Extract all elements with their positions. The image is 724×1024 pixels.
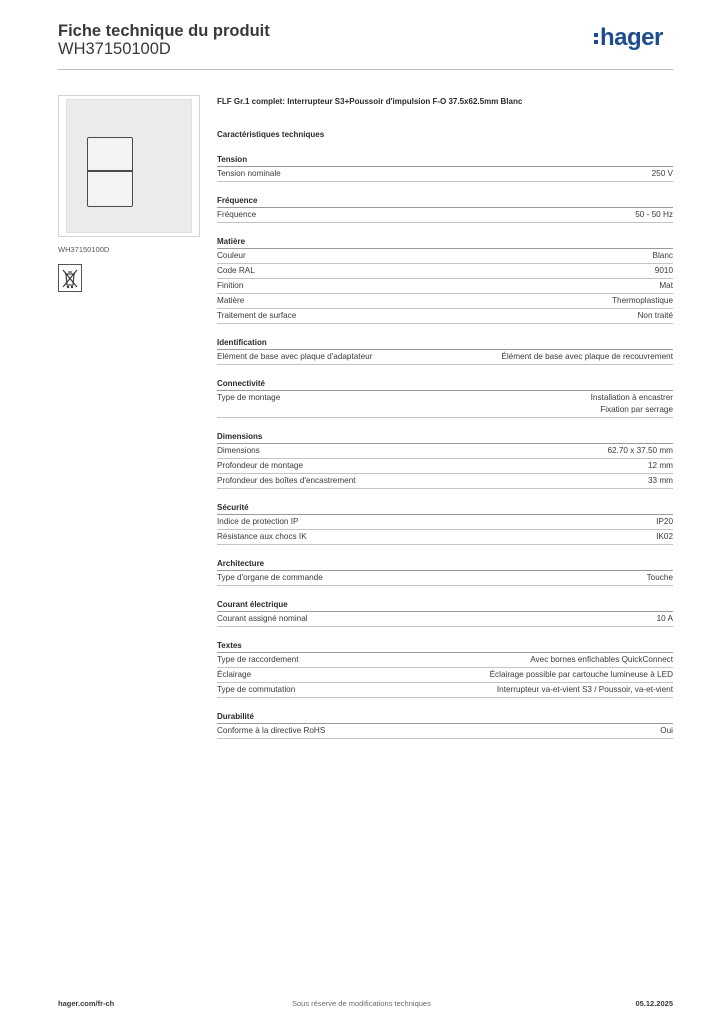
logo-wordmark: hager [600,24,663,51]
section-title: Architecture [217,557,673,571]
spec-row [217,515,673,530]
section-title: Sécurité [217,501,673,515]
spec-value [656,531,673,543]
spec-value [612,295,673,307]
footer-date: 05.12.2025 [635,999,673,1008]
spec-label: Résistance aux chocs IK [217,532,307,541]
spec-label: Traitement de surface [217,311,297,320]
spec-section [217,235,673,324]
product-reference: WH37150100D [58,40,171,58]
spec-label: Éclairage [217,670,252,679]
spec-section [217,153,673,182]
footer-website: hager.com/fr-ch [58,999,115,1008]
spec-value-line: Élément de base avec plaque de recouvrement [501,352,673,361]
spec-value-line: Installation à encastrer [590,393,673,402]
spec-value [530,654,673,666]
spec-row [217,208,673,223]
image-caption: WH37150100D [58,245,110,254]
hager-logo [594,26,674,60]
spec-label: Dimensions [217,446,260,455]
section-title: Durabilité [217,710,673,724]
spec-value [490,669,673,681]
switch-plate-image [66,99,192,233]
section-title: Identification [217,336,673,350]
spec-label: Type de commutation [217,685,296,694]
spec-value [647,572,673,584]
spec-value-line: Thermoplastique [612,296,673,305]
section-title: Dimensions [217,430,673,444]
spec-row [217,350,673,365]
section-title: Connectivité [217,377,673,391]
spec-value-line: Fixation par serrage [600,405,673,414]
spec-value [659,280,673,292]
spec-value-line: IP20 [656,517,673,526]
spec-label: Conforme à la directive RoHS [217,726,326,735]
spec-row [217,264,673,279]
spec-row [217,309,673,324]
spec-row [217,571,673,586]
section-title: Fréquence [217,194,673,208]
header-divider [58,69,673,70]
spec-value-line: 50 - 50 Hz [635,210,673,219]
spec-value [648,475,673,487]
spec-value [655,265,673,277]
spec-label: Profondeur des boîtes d'encastrement [217,476,356,485]
spec-row [217,249,673,264]
footer-disclaimer: Sous réserve de modifications techniques [292,999,431,1008]
spec-value [652,168,673,180]
spec-label: Courant assigné nominal [217,614,308,623]
spec-row [217,279,673,294]
product-description: FLF Gr.1 complet: Interrupteur S3+Poussoir d'impulsion F-O 37.5x62.5mm Blanc [217,97,523,106]
spec-section [217,639,673,698]
spec-value [591,392,673,416]
recycle-disposal-icon [58,264,82,292]
spec-value-line: IK02 [656,532,673,541]
spec-row [217,294,673,309]
spec-row [217,612,673,627]
spec-row [217,683,673,698]
specifications-column [217,95,673,739]
spec-row [217,474,673,489]
logo-colon-mark [594,33,598,47]
spec-value [607,445,673,457]
spec-value-line: Éclairage possible par cartouche lumineuse à LED [489,670,673,679]
spec-value [656,516,673,528]
spec-value [635,209,673,221]
section-title: Matière [217,235,673,249]
spec-value [653,250,673,262]
switch-rocker-image [87,137,133,207]
spec-value [638,310,674,322]
spec-label: Fréquence [217,210,257,219]
spec-value-line: Mat [659,281,673,290]
spec-value-line: 9010 [654,266,673,275]
spec-label: Type de montage [217,393,281,402]
spec-section [217,336,673,365]
page-title: Fiche technique du produit [58,22,270,40]
section-title: Textes [217,639,673,653]
spec-row [217,530,673,545]
spec-value-line: 62.70 x 37.50 mm [607,446,673,455]
spec-row [217,391,673,418]
spec-value-line: Oui [660,726,673,735]
section-title: Courant électrique [217,598,673,612]
spec-value-line: Avec bornes enfichables QuickConnect [530,655,673,664]
spec-value-line: 33 mm [647,476,673,485]
spec-section [217,377,673,418]
spec-row [217,668,673,683]
spec-value-line: Non traité [637,311,673,320]
spec-label: Finition [217,281,244,290]
spec-section [217,598,673,627]
spec-section [217,710,673,739]
spec-label: Tension nominale [217,169,281,178]
spec-sections [217,153,673,739]
spec-label: Elément de base avec plaque d'adaptateur [217,352,373,361]
spec-label: Couleur [217,251,246,260]
spec-row [217,167,673,182]
spec-value [501,351,673,363]
spec-label: Matière [217,296,245,305]
spec-value-line: Interrupteur va-et-vient S3 / Poussoir, va-et-vient [496,685,673,694]
spec-row [217,459,673,474]
characteristics-heading: Caractéristiques techniques [217,130,325,139]
spec-row [217,653,673,668]
spec-label: Type de raccordement [217,655,299,664]
spec-value-line: 12 mm [647,461,673,470]
spec-value-line: Touche [646,573,673,582]
spec-label: Code RAL [217,266,255,275]
section-title: Tension [217,153,673,167]
spec-row [217,724,673,739]
spec-value [648,460,673,472]
spec-row [217,444,673,459]
spec-value [497,684,673,696]
spec-value-line: 250 V [651,169,673,178]
spec-value [657,613,673,625]
product-image [58,95,200,237]
spec-label: Profondeur de montage [217,461,304,470]
switch-divider [88,170,132,172]
spec-section [217,430,673,489]
spec-section [217,194,673,223]
spec-value [660,725,673,737]
spec-section [217,557,673,586]
spec-value-line: Blanc [652,251,673,260]
spec-section [217,501,673,545]
spec-label: Indice de protection IP [217,517,299,526]
spec-value-line: 10 A [656,614,673,623]
spec-label: Type d'organe de commande [217,573,323,582]
